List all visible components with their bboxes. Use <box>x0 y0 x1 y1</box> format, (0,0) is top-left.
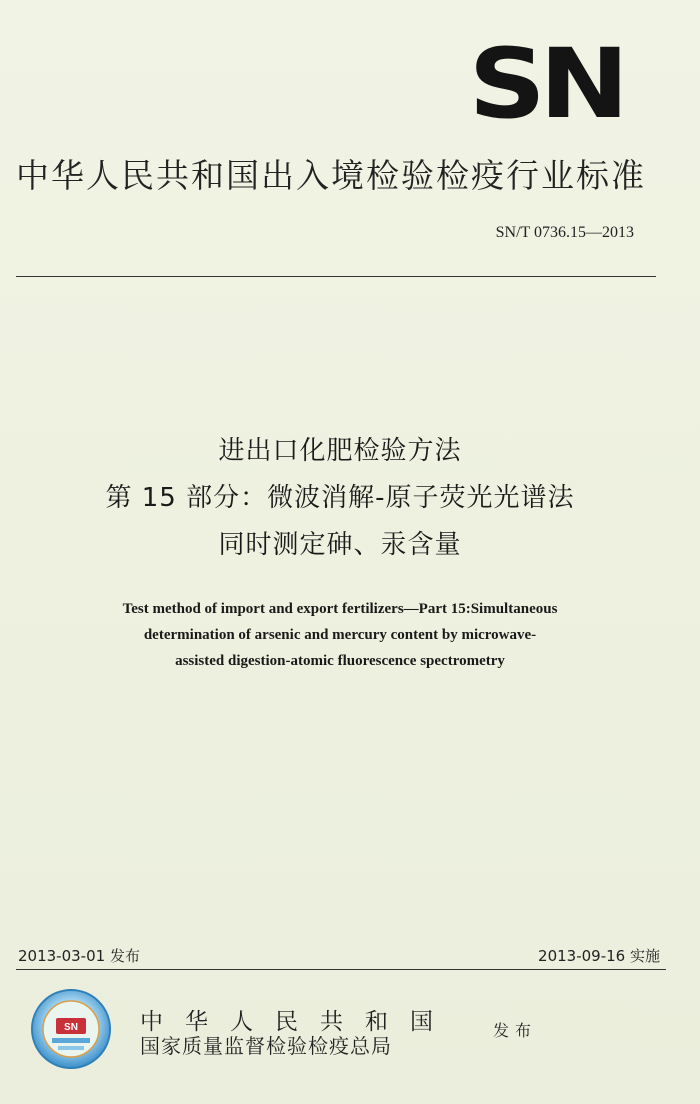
english-title-line-1: Test method of import and export fertilizers—Part 15:Simultaneous <box>122 601 558 617</box>
english-title <box>40 596 640 674</box>
issue-date: 2013-03-01 发布 <box>18 947 140 965</box>
chinese-title-line-1: 进出口化肥检验方法 <box>218 436 462 466</box>
chinese-title <box>0 428 680 569</box>
anti-counterfeit-seal-icon <box>30 988 112 1070</box>
issue-label: 发布 <box>493 1021 538 1040</box>
sn-logo: SN <box>468 28 622 140</box>
issuer-authority-line-1: 中华人民共和国 <box>140 1009 455 1035</box>
english-title-line-2: determination of arsenic and mercury content by microwave- <box>143 627 537 643</box>
bottom-divider <box>16 969 666 970</box>
implementation-date: 2013-09-16 实施 <box>538 947 660 965</box>
svg-text:SN: SN <box>64 1022 78 1033</box>
issuer-authority-line-2: 国家质量监督检验检疫总局 <box>140 1034 392 1058</box>
issuer-title: 中华人民共和国出入境检验检疫行业标准 <box>16 156 646 195</box>
chinese-title-line-2: 第 15 部分：微波消解-原子荧光光谱法 <box>105 483 575 513</box>
standard-number: SN/T 0736.15—2013 <box>495 224 634 241</box>
top-divider <box>16 276 656 277</box>
english-title-line-3: assisted digestion-atomic fluorescence spectrometry <box>175 653 505 669</box>
chinese-title-line-3: 同时测定砷、汞含量 <box>218 530 462 560</box>
